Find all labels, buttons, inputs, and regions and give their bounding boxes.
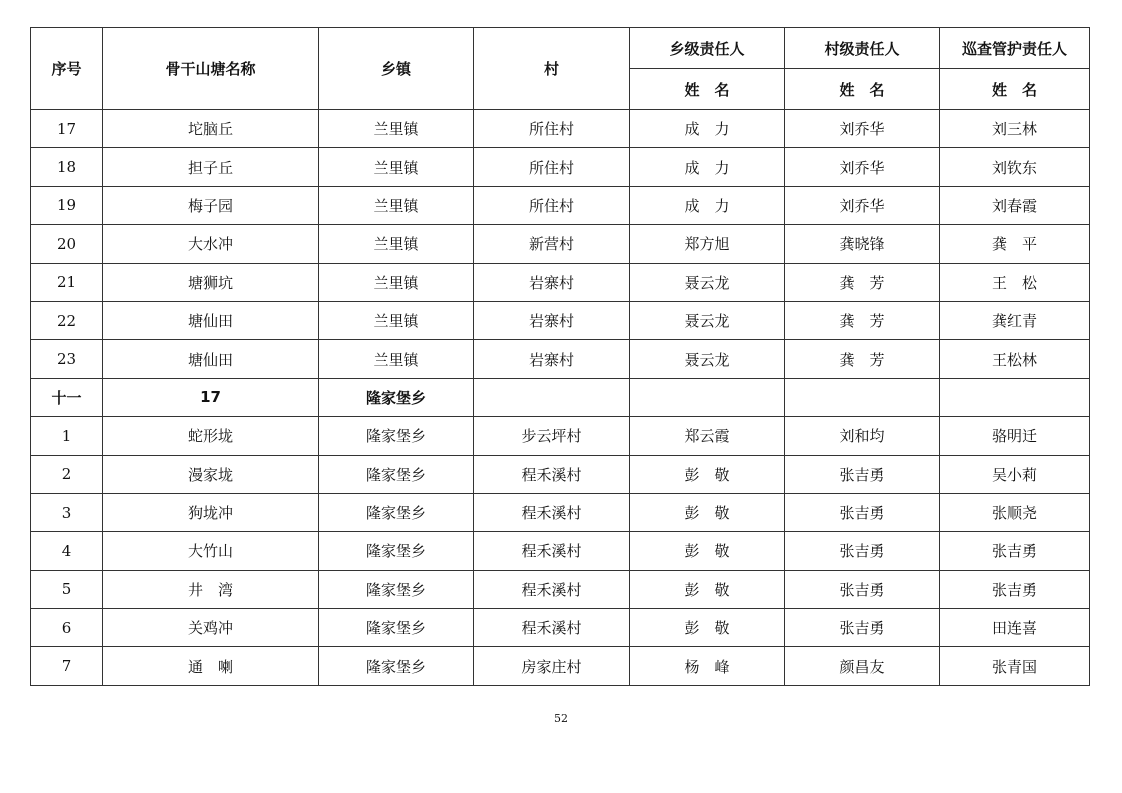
cell-seq: 2 (31, 455, 103, 493)
cell-township: 兰里镇 (319, 301, 474, 339)
cell-patrol-responsible: 刘钦东 (940, 148, 1090, 186)
cell-township-responsible: 彭 敬 (630, 455, 785, 493)
cell-pond-name: 塘仙田 (103, 340, 319, 378)
cell-patrol-responsible: 张顺尧 (940, 493, 1090, 531)
cell-village-responsible: 刘和均 (785, 417, 940, 455)
cell-pond-name: 井 湾 (103, 570, 319, 608)
cell-seq: 5 (31, 570, 103, 608)
cell-township-responsible: 彭 敬 (630, 532, 785, 570)
cell-village-responsible: 张吉勇 (785, 532, 940, 570)
table-row (31, 455, 1090, 493)
cell-township-responsible: 彭 敬 (630, 493, 785, 531)
header-row-top (31, 28, 1090, 69)
cell-pond-name: 通 喇 (103, 647, 319, 685)
section-row (31, 378, 1090, 416)
cell-village: 程禾溪村 (474, 570, 630, 608)
table-body (31, 110, 1090, 686)
cell-township-responsible: 杨 峰 (630, 647, 785, 685)
table-row (31, 148, 1090, 186)
cell-patrol-responsible: 龚 平 (940, 225, 1090, 263)
table-row (31, 570, 1090, 608)
cell-township: 隆家堡乡 (319, 532, 474, 570)
table-row (31, 340, 1090, 378)
cell-village: 房家庄村 (474, 647, 630, 685)
cell-village-responsible: 张吉勇 (785, 455, 940, 493)
cell-pond-name: 关鸡冲 (103, 609, 319, 647)
table-row (31, 609, 1090, 647)
cell-seq: 20 (31, 225, 103, 263)
cell-village: 岩寨村 (474, 301, 630, 339)
cell-village: 新营村 (474, 225, 630, 263)
cell-patrol-responsible: 王 松 (940, 263, 1090, 301)
table-row (31, 225, 1090, 263)
cell-pond-name: 坨脑丘 (103, 110, 319, 148)
cell-township: 兰里镇 (319, 186, 474, 224)
cell-township: 隆家堡乡 (319, 417, 474, 455)
page-number: 52 (554, 712, 568, 725)
cell-village: 程禾溪村 (474, 493, 630, 531)
cell-township-responsible: 郑云霞 (630, 417, 785, 455)
cell-village-responsible: 颜昌友 (785, 647, 940, 685)
table-row (31, 647, 1090, 685)
header-name-label: 姓 名 (940, 69, 1090, 110)
table-row (31, 493, 1090, 531)
cell-patrol-responsible: 田连喜 (940, 609, 1090, 647)
cell-pond-name: 大竹山 (103, 532, 319, 570)
header-village-responsible: 村级责任人 (785, 28, 940, 69)
cell-township: 隆家堡乡 (319, 455, 474, 493)
cell-township-responsible: 成 力 (630, 110, 785, 148)
cell-pond-name: 塘仙田 (103, 301, 319, 339)
cell-patrol-responsible: 张吉勇 (940, 570, 1090, 608)
cell-pond-name: 塘狮坑 (103, 263, 319, 301)
cell-pond-name: 蛇形垅 (103, 417, 319, 455)
header-village: 村 (474, 28, 630, 110)
cell-pond-name: 漫家垅 (103, 455, 319, 493)
header-seq: 序号 (31, 28, 103, 110)
cell-village-responsible: 龚 芳 (785, 340, 940, 378)
header-pond-name: 骨干山塘名称 (103, 28, 319, 110)
cell-village-responsible: 张吉勇 (785, 493, 940, 531)
table-row (31, 263, 1090, 301)
cell-township-responsible: 聂云龙 (630, 301, 785, 339)
cell-seq: 21 (31, 263, 103, 301)
cell-village: 程禾溪村 (474, 609, 630, 647)
cell-township-responsible: 彭 敬 (630, 609, 785, 647)
cell-pond-name: 大水冲 (103, 225, 319, 263)
cell-seq: 23 (31, 340, 103, 378)
cell-patrol-responsible: 刘春霞 (940, 186, 1090, 224)
cell-village: 程禾溪村 (474, 532, 630, 570)
cell-village-responsible: 张吉勇 (785, 570, 940, 608)
cell-township: 隆家堡乡 (319, 570, 474, 608)
cell-township-responsible: 成 力 (630, 148, 785, 186)
cell-patrol-responsible: 张青国 (940, 647, 1090, 685)
cell-seq: 18 (31, 148, 103, 186)
header-name-label: 姓 名 (785, 69, 940, 110)
cell-township-responsible: 聂云龙 (630, 263, 785, 301)
cell-seq: 4 (31, 532, 103, 570)
cell-village-responsible: 刘乔华 (785, 110, 940, 148)
cell-township: 兰里镇 (319, 148, 474, 186)
section-seq: 十一 (31, 378, 103, 416)
cell-township: 隆家堡乡 (319, 647, 474, 685)
cell-village: 程禾溪村 (474, 455, 630, 493)
cell-patrol-responsible: 张吉勇 (940, 532, 1090, 570)
header-patrol-responsible: 巡查管护责任人 (940, 28, 1090, 69)
cell-seq: 1 (31, 417, 103, 455)
table-row (31, 301, 1090, 339)
cell-patrol-responsible: 王松林 (940, 340, 1090, 378)
table-row (31, 110, 1090, 148)
cell-pond-name: 梅子园 (103, 186, 319, 224)
cell-township: 兰里镇 (319, 340, 474, 378)
cell-seq: 7 (31, 647, 103, 685)
header-township: 乡镇 (319, 28, 474, 110)
section-township: 隆家堡乡 (319, 378, 474, 416)
cell-village-responsible: 龚 芳 (785, 301, 940, 339)
section-empty (940, 378, 1090, 416)
cell-village: 所住村 (474, 148, 630, 186)
cell-seq: 22 (31, 301, 103, 339)
cell-village: 岩寨村 (474, 263, 630, 301)
table-row (31, 532, 1090, 570)
cell-patrol-responsible: 吴小莉 (940, 455, 1090, 493)
table-row (31, 417, 1090, 455)
cell-seq: 17 (31, 110, 103, 148)
cell-township-responsible: 彭 敬 (630, 570, 785, 608)
section-empty (785, 378, 940, 416)
cell-patrol-responsible: 刘三林 (940, 110, 1090, 148)
cell-seq: 3 (31, 493, 103, 531)
cell-village: 所住村 (474, 186, 630, 224)
cell-pond-name: 担子丘 (103, 148, 319, 186)
cell-township-responsible: 郑方旭 (630, 225, 785, 263)
cell-seq: 6 (31, 609, 103, 647)
cell-patrol-responsible: 骆明迁 (940, 417, 1090, 455)
section-empty (474, 378, 630, 416)
section-count: 17 (103, 378, 319, 416)
cell-township: 隆家堡乡 (319, 609, 474, 647)
cell-township: 隆家堡乡 (319, 493, 474, 531)
responsibility-table (30, 27, 1090, 686)
header-township-responsible: 乡级责任人 (630, 28, 785, 69)
cell-township-responsible: 成 力 (630, 186, 785, 224)
cell-village: 步云坪村 (474, 417, 630, 455)
cell-township: 兰里镇 (319, 263, 474, 301)
cell-village-responsible: 刘乔华 (785, 186, 940, 224)
cell-township-responsible: 聂云龙 (630, 340, 785, 378)
cell-village-responsible: 刘乔华 (785, 148, 940, 186)
cell-seq: 19 (31, 186, 103, 224)
cell-patrol-responsible: 龚红青 (940, 301, 1090, 339)
table-row (31, 186, 1090, 224)
header-name-label: 姓 名 (630, 69, 785, 110)
cell-pond-name: 狗垅冲 (103, 493, 319, 531)
cell-village: 所住村 (474, 110, 630, 148)
cell-village: 岩寨村 (474, 340, 630, 378)
cell-village-responsible: 张吉勇 (785, 609, 940, 647)
cell-village-responsible: 龚晓锋 (785, 225, 940, 263)
cell-village-responsible: 龚 芳 (785, 263, 940, 301)
cell-township: 兰里镇 (319, 110, 474, 148)
cell-township: 兰里镇 (319, 225, 474, 263)
section-empty (630, 378, 785, 416)
